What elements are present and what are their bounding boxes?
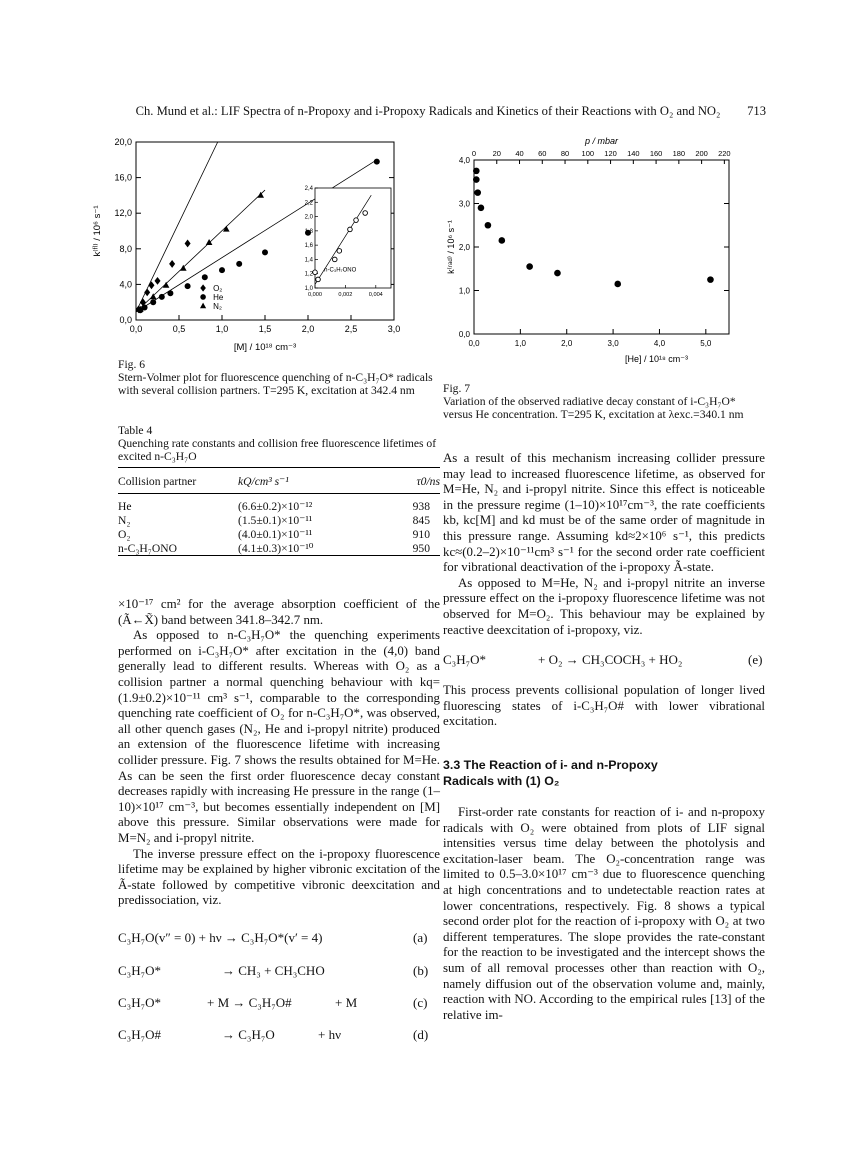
y-tick-label: 4,0 (119, 279, 132, 290)
inset-x-tick-label: 0,004 (368, 292, 383, 298)
inset-y-tick-label: 2,2 (304, 200, 313, 207)
top-tick-label: 80 (560, 149, 570, 158)
data-point-triangle (206, 239, 213, 245)
data-point-diamond (148, 281, 154, 289)
x-tick-label: 3,0 (387, 324, 401, 334)
fig7-caption: Variation of the observed radiative decay constant of i-C₃H₇O* versus He concentration. T=295 K, excitation at λexc.=340.1 nm (443, 395, 744, 421)
cell-partner: n-C₃H₇ONO (118, 541, 177, 555)
data-point-circle (202, 274, 208, 280)
top-tick-label: 220 (718, 149, 731, 158)
top-tick-label: 140 (627, 149, 640, 158)
top-tick-label: 200 (695, 149, 708, 158)
y-tick-label: 12,0 (114, 208, 132, 219)
data-point-triangle (150, 293, 157, 299)
data-point-circle (185, 283, 191, 289)
equation-middle: → CH₃ + CH₃CHO (222, 963, 325, 978)
left-paragraph-3: The inverse pressure effect on the i-propoxy fluorescence lifetime may be explained by higher vibronic excitation of the Ã-state followed by competitive vibronic deexcitation and predissociation, viz. (118, 846, 440, 908)
inset-data-point (332, 257, 337, 262)
inset-y-tick-label: 1,8 (304, 228, 313, 235)
top-tick-label: 100 (581, 149, 595, 158)
equation-tag: (c) (413, 995, 428, 1010)
y-tick-label: 3,0 (458, 199, 470, 209)
data-point (614, 281, 621, 288)
data-point-triangle (163, 282, 170, 288)
data-point-diamond (155, 277, 161, 285)
equation-tag: (b) (413, 963, 429, 978)
legend-label: He (213, 292, 224, 302)
equation-middle: → C₃H₇O (222, 1027, 275, 1042)
data-point (473, 176, 480, 183)
inset-data-point (348, 227, 353, 232)
data-point-circle (159, 294, 165, 300)
cell-partner: N₂ (118, 513, 131, 527)
data-point-circle (142, 305, 148, 311)
data-point-triangle (257, 192, 264, 198)
x-tick-label: 3,0 (607, 339, 619, 348)
equation-e-tag: (e) (748, 652, 763, 667)
data-point (526, 263, 533, 270)
data-point-circle (150, 299, 156, 305)
inset-data-point (363, 211, 368, 216)
equation-rhs: + M (335, 995, 358, 1010)
x-tick-label: 1,5 (258, 324, 272, 334)
inset-data-point (313, 270, 318, 275)
inset-y-tick-label: 1,2 (304, 271, 313, 278)
equation-e-lhs: C₃H₇O* (443, 652, 487, 667)
figure-7 (440, 134, 740, 384)
data-point-circle (374, 159, 380, 165)
y-tick-label: 2,0 (458, 243, 470, 252)
cell-kq: (6.6±0.2)×10⁻¹² (238, 500, 313, 513)
inset-x-tick-label: 0,002 (338, 292, 353, 298)
table-row (118, 494, 440, 514)
top-tick-label: 120 (604, 149, 617, 158)
y-axis-label: k⁽ʳᵃᵈ⁾ / 10⁶ s⁻¹ (446, 220, 456, 274)
data-point (485, 222, 492, 229)
y-tick-label: 0,0 (458, 330, 470, 339)
x-tick-label: 4,0 (653, 339, 666, 348)
x-axis-label: [M] / 10¹⁸ cm⁻³ (233, 342, 297, 353)
figure-6 (86, 130, 426, 358)
data-point-diamond (169, 260, 175, 268)
cell-kq: (1.5±0.1)×10⁻¹¹ (238, 514, 313, 527)
inset-data-point (354, 218, 359, 223)
data-point (499, 237, 506, 244)
inset-data-point (316, 277, 321, 282)
legend-label: O₂ (213, 283, 223, 293)
equation-tag: (d) (413, 1027, 429, 1042)
top-tick-label: 160 (649, 149, 663, 158)
data-point-diamond (144, 289, 150, 297)
y-axis-label: k⁽ᶠˡ⁾ / 10⁶ s⁻¹ (92, 205, 103, 257)
x-tick-label: 2,0 (301, 324, 315, 334)
x-tick-label: 1,0 (215, 324, 229, 334)
y-tick-label: 16,0 (114, 172, 132, 183)
top-tick-label: 20 (492, 149, 501, 158)
equation-tag: (a) (413, 930, 428, 945)
inset-x-tick-label: 0,000 (308, 292, 322, 298)
data-point (473, 168, 480, 175)
page-number: 713 (747, 104, 766, 118)
left-paragraph-2: As opposed to n-C₃H₇O* the quenching experiments performed on i-C₃H₇O* after excitation in the (4,0) band generally lead to different results. Whereas with O₂ as a collision partner a normal quenching behaviour with kq=(1.9±0.2)×10⁻¹¹ cm³ s⁻¹, comparable to the corresponding quenching rate coefficient of O₂ for n-C₃H₇O*, was observed, all other quench gases (N₂, He and i-propyl nitrite) produced an extension of the fluorescence lifetime with increasing collider pressure. Fig. 7 shows the results obtained for M=He. As can be seen the first order fluorescence decay constant decreases rapidly with increasing He pressure in the range (1–10)×10¹⁷ cm⁻³, but becomes essentially independent on [M] above this pressure. Similar observations were made for M=N₂ and i-propyl nitrite. (118, 628, 440, 845)
col-header-partner: Collision partner (118, 474, 197, 488)
legend-label: N₂ (213, 301, 222, 311)
y-tick-label: 0,0 (119, 315, 132, 325)
cell-tau: 845 (412, 513, 430, 527)
cell-tau: 938 (412, 499, 430, 513)
equation-lhs: C₃H₇O* (118, 963, 162, 978)
data-point (478, 205, 485, 212)
left-paragraph-1: ×10⁻¹⁷ cm² for the average absorption coefficient of the (Ã←X̃) band between 341.8–342.7 nm. (118, 597, 440, 627)
col-header-kq: kQ/cm³ s⁻¹ (238, 475, 289, 488)
y-tick-label: 8,0 (119, 243, 132, 254)
x-tick-label: 0,5 (172, 324, 186, 334)
plot-frame (474, 160, 729, 334)
fig6-caption: Stern-Volmer plot for fluorescence quenching of n-C₃H₇O* radicals with several collision partners. T=295 K, excitation at 342.4 nm (118, 371, 433, 397)
equation-lhs: C₃H₇O# (118, 1027, 162, 1042)
data-point-circle (167, 290, 173, 296)
x-tick-label: 0,0 (468, 339, 480, 348)
cell-partner: He (118, 499, 132, 513)
table-row (118, 541, 440, 556)
table-row (118, 513, 440, 527)
data-point-circle (219, 267, 225, 273)
top-tick-label: 0 (471, 149, 477, 158)
top-tick-label: 60 (538, 149, 547, 158)
table4-label: Table 4 (118, 424, 153, 437)
legend-marker-triangle (200, 303, 206, 309)
left-column (118, 597, 440, 909)
x-tick-label: 2,0 (561, 339, 573, 348)
inset-data-point (337, 249, 342, 254)
fig6-plot (86, 130, 426, 358)
cell-kq: (4.0±0.1)×10⁻¹¹ (238, 528, 313, 541)
x-tick-label: 2,5 (344, 324, 358, 334)
data-point-circle (262, 249, 268, 255)
right-paragraph-2: As opposed to M=He, N₂ and i-propyl nitrite an inverse pressure effect on the i-propoxy fluorescence lifetime was not observed for M=O₂. This behaviour may be explained by reactive deexcitation of i-propoxy, viz. (443, 575, 765, 637)
section-heading: 3.3 The Reaction of i- and n-Propoxy Radicals with (1) O₂ (443, 758, 658, 788)
right-paragraph-3: This process prevents collisional population of longer lived fluorescing states of i-C₃H₇O# with lower vibrational excitation. (443, 683, 765, 729)
col-header-tau: τ0/ns (416, 474, 440, 488)
equation-lhs: C₃H₇O(v″ = 0) + hν → C₃H₇O*(v′ = 4) (118, 930, 323, 945)
cell-partner: O₂ (118, 527, 131, 541)
fig6-label: Fig. 6 (118, 358, 146, 371)
cell-kq: (4.1±0.3)×10⁻¹⁰ (238, 542, 314, 555)
top-tick-label: 40 (515, 149, 524, 158)
inset-label: n-C₃H₇ONO (324, 267, 357, 274)
fig7-plot (440, 134, 740, 384)
data-point (707, 276, 714, 283)
equation-middle: + M → C₃H₇O# (207, 995, 292, 1010)
data-point (474, 189, 481, 196)
inset-y-tick-label: 2,4 (304, 186, 313, 192)
legend-marker-diamond (200, 284, 206, 291)
data-point (554, 270, 561, 277)
fit-line-n2 (136, 190, 265, 312)
inset-y-tick-label: 1,6 (304, 243, 313, 250)
equation-lhs: C₃H₇O* (118, 995, 162, 1010)
right-paragraph-1: As a result of this mechanism increasing collider pressure may lead to increased fluorescence lifetime, as observed for M=He, N₂ and i-propyl nitrite. Since this effect is noticeable in the pressure regime (1–10)×10¹⁷cm⁻³, the rate coefficients kb, kc[M] and kd must be of the same order of magnitude in this pressure range. Assuming kd≈2×10⁶ s⁻¹, this predicts kc≈(0.2–2)×10⁻¹¹cm³ s⁻¹ for the second order rate coefficient for vibrational deactivation of the i-propoxy Ã-state. (443, 451, 765, 575)
y-tick-label: 1,0 (458, 286, 470, 296)
running-title: Ch. Mund et al.: LIF Spectra of n-Propoxy and i-Propoxy Radicals and Kinetics of their Reactions with O₂ and NO₂ (135, 104, 721, 118)
x-axis-label: [He] / 10¹⁸ cm⁻³ (624, 354, 689, 364)
right-paragraph-4: First-order rate constants for reaction of i- and n-propoxy radicals with O₂ were obtained from plots of LIF signal intensities versus time delay between the photolysis and excitation-laser beam. The O₂-concentration range was limited to 0.5–3.0×10¹⁷ cm⁻³ due to fluorescence quenching at high concentrations and to undetectable reaction rates at lower concentrations, respectively. Fig. 8 shows a typical second order plot for the reaction of i-propoxy with O₂ at two different temperatures. The slope provides the rate-constant for the reaction to be investigated and the intercept shows the sum of all removal processes other than reaction with O₂, namely diffusion out of the observation volume and, mainly, reaction with NO. According to the empirical rules [13] of the relative im- (443, 805, 765, 1022)
inset-y-tick-label: 1,4 (304, 257, 313, 264)
inset-y-tick-label: 2,0 (304, 214, 313, 221)
top-axis-label: p / mbar (584, 136, 619, 146)
cell-tau: 910 (412, 527, 430, 541)
x-tick-label: 0,0 (129, 324, 143, 334)
table-4 (118, 467, 440, 556)
right-column-top (443, 451, 765, 638)
equation-rhs: + hν (318, 1027, 341, 1042)
data-point-triangle (180, 265, 187, 271)
data-point-circle (236, 261, 242, 267)
equation-e-rhs: + O₂ → CH₃COCH₃ + HO₂ (538, 652, 683, 667)
y-tick-label: 4,0 (458, 156, 470, 165)
x-tick-label: 1,0 (514, 339, 526, 348)
legend-marker-circle (200, 294, 206, 300)
top-tick-label: 180 (672, 149, 686, 158)
x-tick-label: 5,0 (700, 339, 712, 348)
y-tick-label: 20,0 (114, 137, 132, 147)
table-row (118, 527, 440, 541)
fig7-label: Fig. 7 (443, 382, 471, 395)
table4-caption: Quenching rate constants and collision free fluorescence lifetimes of excited n-C₃H₇O (118, 437, 437, 463)
cell-tau: 950 (412, 541, 430, 555)
inset-y-tick-label: 1,0 (304, 286, 313, 292)
data-point-diamond (185, 240, 191, 248)
